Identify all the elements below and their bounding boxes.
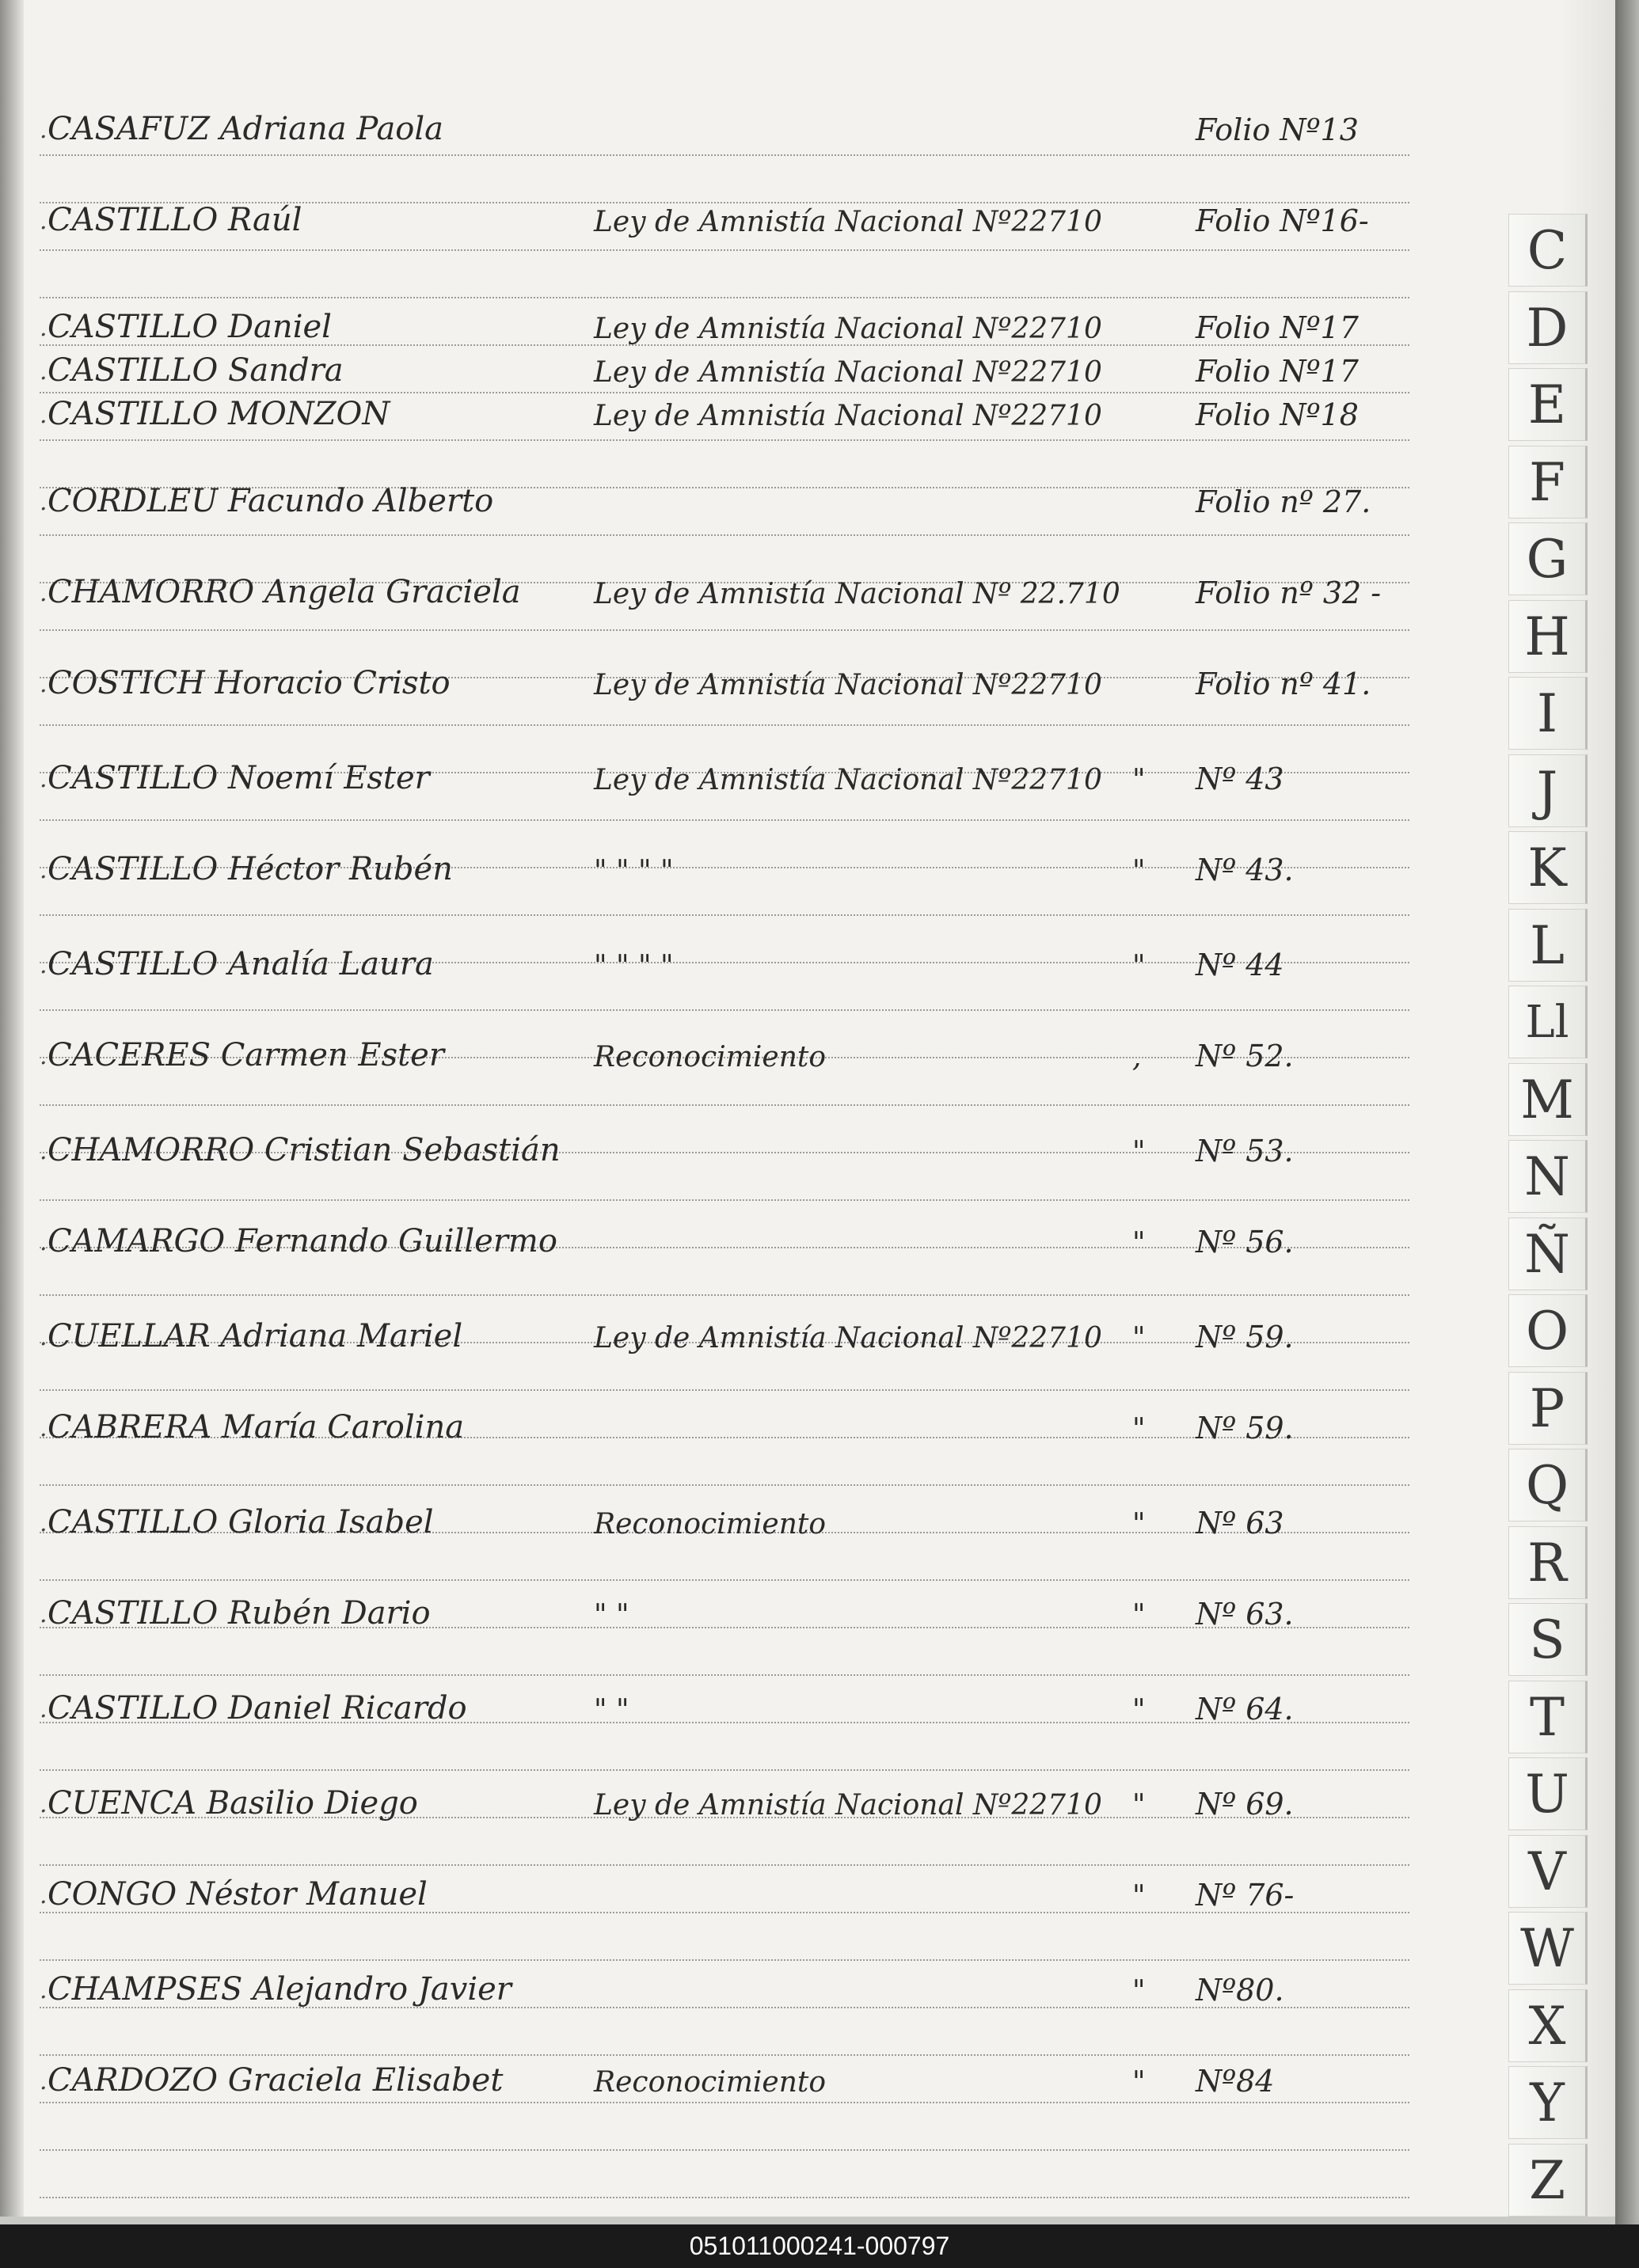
entry-name: CASTILLO Sandra [48, 352, 344, 389]
entry-note: Ley de Amnistía Nacional Nº22710 [594, 206, 1102, 238]
index-tab[interactable]: N [1508, 1140, 1588, 1213]
ledger-entry [40, 649, 1417, 705]
entry-folio: Nº 52. [1196, 1039, 1294, 1073]
entry-folio: Folio nº 41. [1196, 667, 1371, 701]
entry-bullet: . [40, 1696, 48, 1723]
ledger-entry [40, 744, 1417, 800]
entry-bullet: . [40, 1882, 48, 1909]
entry-folio: Folio Nº17 [1196, 354, 1359, 389]
ledger-entry [40, 1955, 1417, 2011]
entry-bullet: . [40, 358, 48, 386]
ruled-line [40, 1294, 1409, 1296]
index-tab[interactable]: X [1508, 1989, 1588, 2062]
index-tab[interactable]: G [1508, 522, 1588, 595]
entry-bullet: . [40, 579, 48, 607]
entry-ditto: " [1132, 1136, 1146, 1168]
index-tab[interactable]: Ñ [1508, 1218, 1588, 1290]
entry-name: CORDLEU Facundo Alberto [48, 483, 494, 519]
entry-note: Reconocimiento [594, 2066, 827, 2099]
index-tab[interactable]: E [1508, 368, 1588, 441]
entry-folio: Nº 59. [1196, 1320, 1294, 1354]
ledger-entry [40, 1393, 1417, 1449]
entry-ditto: " [1132, 1789, 1146, 1822]
index-tab[interactable]: H [1508, 600, 1588, 673]
ruled-line [40, 724, 1409, 726]
entry-note: Ley de Amnistía Nacional Nº22710 [594, 356, 1102, 389]
index-tab[interactable]: P [1508, 1372, 1588, 1445]
entry-ditto: " [1132, 1322, 1146, 1354]
entry-bullet: . [40, 1510, 48, 1537]
ledger-entry [40, 1674, 1417, 1730]
index-tab[interactable]: C [1508, 214, 1588, 287]
ruled-line [40, 154, 1409, 156]
entry-name: CASTILLO Raúl [48, 202, 302, 238]
ruled-line [40, 1104, 1409, 1106]
entry-name: CASAFUZ Adriana Paola [48, 111, 444, 147]
entry-ditto: , [1132, 1041, 1142, 1073]
entry-name: CACERES Carmen Ester [48, 1037, 444, 1073]
ruled-line [40, 914, 1409, 916]
entry-name: CASTILLO Héctor Rubén [48, 851, 453, 887]
index-tab[interactable]: F [1508, 446, 1588, 519]
entry-name: CABRERA María Carolina [48, 1409, 465, 1446]
ruled-line [40, 629, 1409, 631]
ledger-entry [40, 95, 1417, 150]
index-tab[interactable]: Q [1508, 1449, 1588, 1521]
ledger-entry [40, 467, 1417, 522]
entry-ditto: " [1132, 2066, 1146, 2099]
entry-ditto: " [1132, 764, 1146, 796]
entry-name: COSTICH Horacio Cristo [48, 665, 451, 701]
entry-ditto: " [1132, 950, 1146, 982]
entry-folio: Folio Nº18 [1196, 397, 1359, 432]
ledger-entry [40, 1488, 1417, 1544]
entry-note: Ley de Amnistía Nacional Nº22710 [594, 1789, 1102, 1822]
entry-bullet: . [40, 1138, 48, 1165]
alphabet-index-tabs [1508, 214, 1591, 2224]
entry-bullet: . [40, 488, 48, 516]
entry-note: Ley de Amnistía Nacional Nº22710 [594, 669, 1102, 701]
entry-name: CUELLAR Adriana Mariel [48, 1318, 463, 1354]
entry-bullet: . [40, 857, 48, 884]
ruled-line [40, 2197, 1409, 2198]
entry-note: " " " " [594, 855, 674, 887]
entry-name: CARDOZO Graciela Elisabet [48, 2062, 504, 2099]
index-tab[interactable]: V [1508, 1835, 1588, 1908]
entry-name: CHAMPSES Alejandro Javier [48, 1971, 511, 2008]
entry-note: " " [594, 1599, 629, 1632]
ledger-entry [40, 1302, 1417, 1358]
entry-folio: Nº 53. [1196, 1134, 1294, 1168]
entry-ditto: " [1132, 1880, 1146, 1913]
ledger-entry [40, 1116, 1417, 1172]
entry-note: Ley de Amnistía Nacional Nº22710 [594, 764, 1102, 796]
entry-bullet: . [40, 1415, 48, 1442]
entry-folio: Nº 43 [1196, 762, 1284, 796]
ledger-entry [40, 1769, 1417, 1825]
entry-folio: Folio Nº17 [1196, 310, 1359, 345]
entry-ditto: " [1132, 1599, 1146, 1632]
index-tab[interactable]: W [1508, 1912, 1588, 1985]
entry-note: " " [594, 1694, 629, 1727]
entry-name: CUENCA Basilio Diego [48, 1785, 418, 1822]
entry-note: Reconocimiento [594, 1041, 827, 1073]
ruled-line [40, 2102, 1409, 2103]
entry-bullet: . [40, 1977, 48, 2004]
ruled-line [40, 1389, 1409, 1391]
index-tab[interactable]: S [1508, 1603, 1588, 1676]
entry-bullet: . [40, 1324, 48, 1351]
entry-folio: Folio nº 27. [1196, 484, 1371, 519]
entry-folio: Nº 63. [1196, 1597, 1294, 1632]
entry-name: CASTILLO Noemí Ester [48, 760, 430, 796]
ruled-line [40, 439, 1409, 441]
entry-name: CASTILLO Analía Laura [48, 946, 434, 982]
entry-folio: Nº 44 [1196, 948, 1284, 982]
entry-bullet: . [40, 401, 48, 429]
entry-name: CASTILLO Daniel Ricardo [48, 1690, 467, 1727]
entry-note: Reconocimiento [594, 1508, 827, 1540]
index-tab[interactable]: J [1508, 754, 1588, 827]
index-tab[interactable]: Y [1508, 2066, 1588, 2139]
ledger-entry [40, 380, 1417, 435]
image-caption: 051011000241-000797 [0, 2224, 1639, 2268]
ledger-entry [40, 1021, 1417, 1077]
ledger-entry [40, 930, 1417, 986]
entry-bullet: . [40, 671, 48, 698]
index-tab[interactable]: L [1508, 909, 1588, 982]
ledger-entry [40, 1207, 1417, 1263]
entry-folio: Nº 69. [1196, 1787, 1294, 1822]
entry-name: CASTILLO Gloria Isabel [48, 1504, 434, 1540]
entry-bullet: . [40, 1043, 48, 1070]
entry-bullet: . [40, 314, 48, 342]
ruled-line [40, 1484, 1409, 1486]
ledger-entry [40, 2046, 1417, 2102]
ruled-line [40, 534, 1409, 536]
entry-note: Ley de Amnistía Nacional Nº22710 [594, 1322, 1102, 1354]
entry-name: CASTILLO Daniel [48, 309, 332, 345]
entry-bullet: . [40, 207, 48, 235]
entry-name: CONGO Néstor Manuel [48, 1876, 428, 1913]
entry-bullet: . [40, 1229, 48, 1256]
ledger-entry [40, 1860, 1417, 1916]
entry-note: Ley de Amnistía Nacional Nº22710 [594, 400, 1102, 432]
entry-name: CAMARGO Fernando Guillermo [48, 1223, 557, 1259]
ledger-entry [40, 558, 1417, 614]
entry-ditto: " [1132, 855, 1146, 887]
entry-folio: Nº 64. [1196, 1692, 1294, 1727]
index-tab[interactable]: K [1508, 831, 1588, 904]
entry-name: CHAMORRO Angela Graciela [48, 574, 521, 610]
entry-bullet: . [40, 2068, 48, 2095]
ledger-entry [40, 835, 1417, 891]
entry-ditto: " [1132, 1227, 1146, 1259]
index-tab[interactable]: O [1508, 1294, 1588, 1367]
entry-note: Ley de Amnistía Nacional Nº 22.710 [594, 578, 1120, 610]
entry-folio: Nº84 [1196, 2064, 1275, 2099]
entry-folio: Folio nº 32 - [1196, 576, 1382, 610]
entry-name: CASTILLO Rubén Dario [48, 1595, 431, 1632]
entry-folio: Folio Nº13 [1196, 112, 1359, 147]
ledger-entry [40, 1579, 1417, 1635]
binding-shadow [1615, 0, 1639, 2224]
index-tab[interactable]: I [1508, 677, 1588, 750]
entry-folio: Nº 43. [1196, 853, 1294, 887]
ruled-line [40, 2149, 1409, 2151]
index-tab[interactable]: R [1508, 1526, 1588, 1599]
entry-folio: Nº80. [1196, 1973, 1284, 2008]
entry-bullet: . [40, 952, 48, 979]
entry-ditto: " [1132, 1694, 1146, 1727]
entry-bullet: . [40, 1601, 48, 1628]
page-edge-shadow [0, 0, 24, 2217]
entry-folio: Nº 76- [1196, 1878, 1295, 1913]
ruled-line [40, 1009, 1409, 1011]
entry-name: CASTILLO MONZON [48, 396, 390, 432]
index-tab[interactable]: D [1508, 291, 1588, 364]
entry-folio: Nº 63 [1196, 1506, 1284, 1540]
entry-name: CHAMORRO Cristian Sebastián [48, 1132, 561, 1168]
entry-note: " " " " [594, 950, 674, 982]
index-tab[interactable]: U [1508, 1757, 1588, 1830]
entry-folio: Folio Nº16- [1196, 203, 1369, 238]
entry-ditto: " [1132, 1508, 1146, 1540]
entry-ditto: " [1132, 1413, 1146, 1446]
entry-bullet: . [40, 116, 48, 144]
ledger-entry [40, 186, 1417, 241]
index-tab[interactable]: T [1508, 1681, 1588, 1753]
index-tab[interactable]: Z [1508, 2144, 1588, 2217]
entry-note: Ley de Amnistía Nacional Nº22710 [594, 313, 1102, 345]
index-tab[interactable]: M [1508, 1063, 1588, 1136]
ruled-line [40, 249, 1409, 251]
entry-bullet: . [40, 765, 48, 793]
entry-ditto: " [1132, 1975, 1146, 2008]
entry-folio: Nº 59. [1196, 1411, 1294, 1446]
ruled-line [40, 1199, 1409, 1201]
ruled-line [40, 819, 1409, 821]
index-tab[interactable]: Ll [1508, 986, 1588, 1058]
entry-folio: Nº 56. [1196, 1225, 1294, 1259]
entry-bullet: . [40, 1791, 48, 1818]
